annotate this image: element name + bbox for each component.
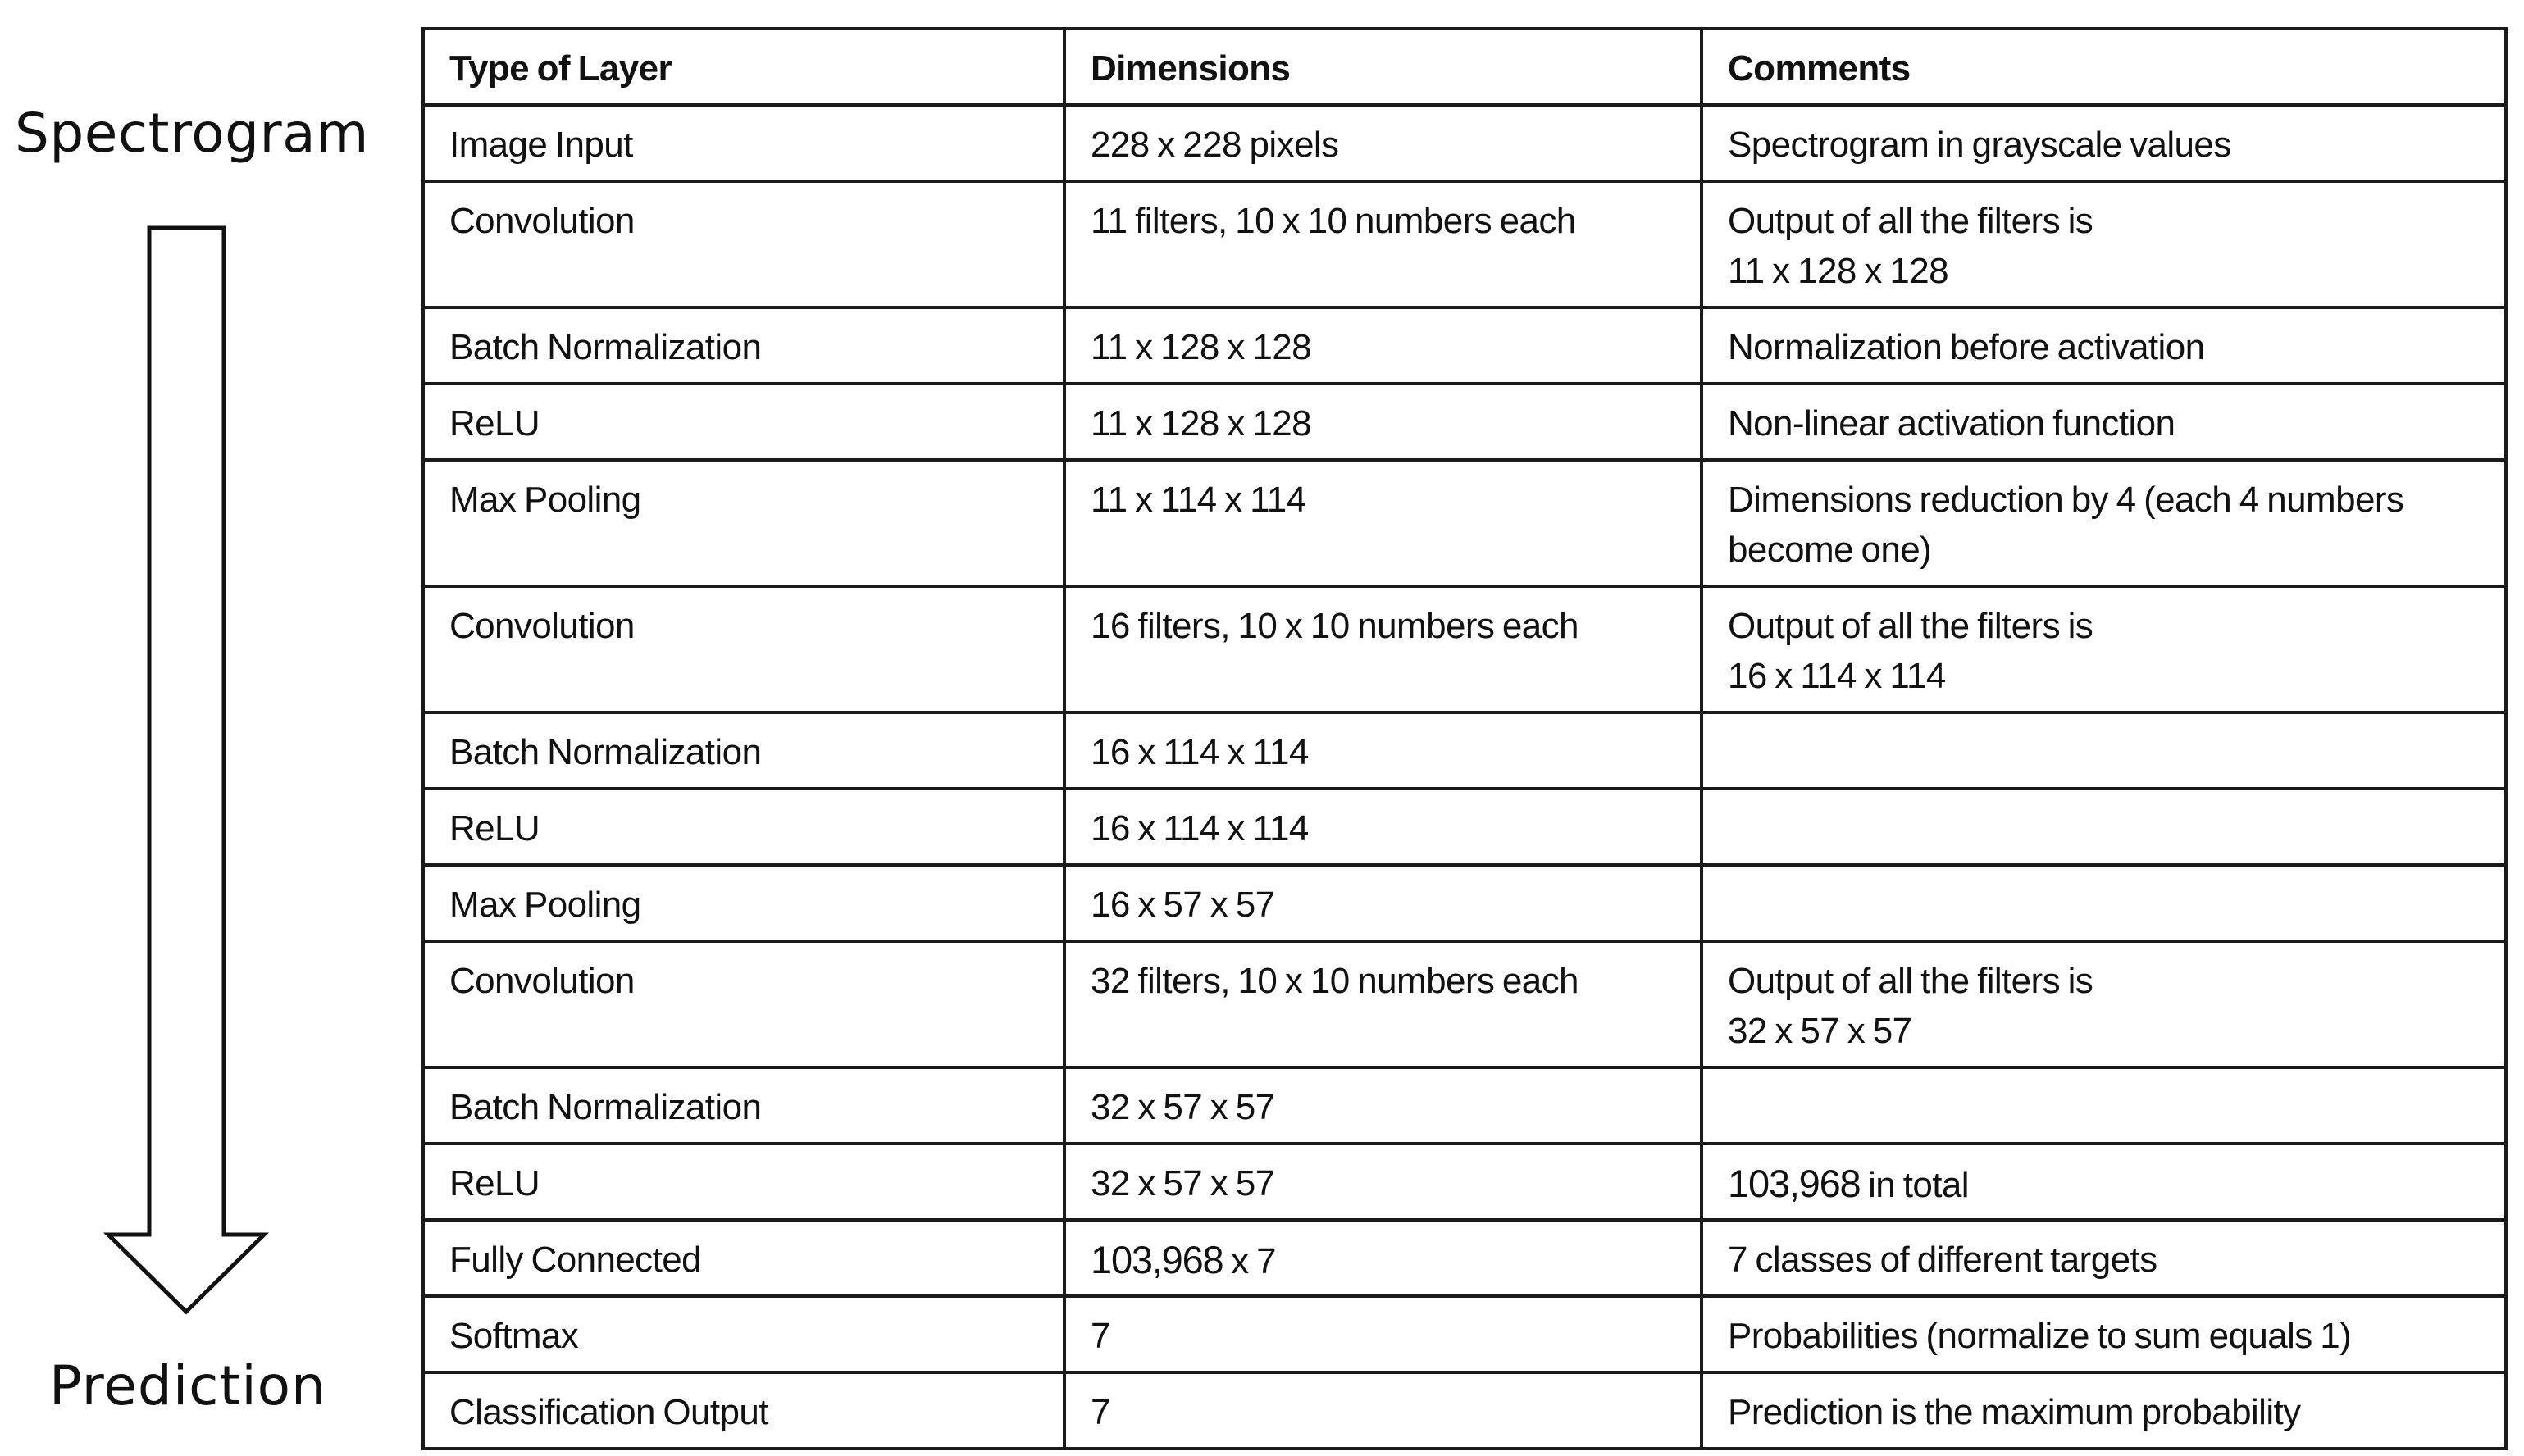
comment-line: become one) (1728, 530, 1932, 570)
comments-cell (1702, 712, 2506, 789)
table-row (423, 181, 2506, 307)
comments-cell (1702, 586, 2506, 712)
header-dimensions: Dimensions (1064, 29, 1702, 105)
dimensions-cell: 7 (1064, 1296, 1702, 1372)
comments-cell (1702, 384, 2506, 460)
comments-cell (1702, 1144, 2506, 1220)
comment-line: Spectrogram in grayscale values (1728, 125, 2231, 165)
table-row (423, 865, 2506, 941)
comments-cell (1702, 1296, 2506, 1372)
comment-line: Prediction is the maximum probability (1728, 1392, 2301, 1432)
layer-cell: Fully Connected (423, 1220, 1064, 1296)
table-row (423, 1372, 2506, 1449)
table-row (423, 1220, 2506, 1296)
comment-line: Normalization before activation (1728, 327, 2205, 367)
layer-cell: Convolution (423, 181, 1064, 307)
layer-cell: Batch Normalization (423, 712, 1064, 789)
comments-cell (1702, 941, 2506, 1067)
flow-start-label: Spectrogram (15, 102, 369, 165)
comments-cell (1702, 181, 2506, 307)
layer-cell: Image Input (423, 105, 1064, 181)
layer-cell: Max Pooling (423, 460, 1064, 586)
table-row (423, 941, 2506, 1067)
comment-suffix: in total (1860, 1165, 1969, 1205)
flow-end-label: Prediction (49, 1354, 326, 1417)
dimensions-suffix: x 7 (1223, 1241, 1277, 1281)
comment-line: Dimensions reduction by 4 (each 4 numbers (1728, 480, 2404, 520)
dimensions-cell: 11 x 128 x 128 (1064, 384, 1702, 460)
comment-line: 11 x 128 x 128 (1728, 251, 1948, 291)
table-header-row (423, 29, 2506, 105)
table-row (423, 1067, 2506, 1144)
dimensions-cell: 16 x 114 x 114 (1064, 789, 1702, 865)
table-row (423, 712, 2506, 789)
comments-cell (1702, 1372, 2506, 1449)
down-arrow-icon (98, 221, 279, 1324)
layer-cell: Convolution (423, 586, 1064, 712)
layer-cell: ReLU (423, 789, 1064, 865)
dimensions-cell: 16 x 57 x 57 (1064, 865, 1702, 941)
layer-cell: Softmax (423, 1296, 1064, 1372)
comment-line: Output of all the filters is (1728, 606, 2093, 646)
dimensions-cell (1064, 1220, 1702, 1296)
comment-line: 32 x 57 x 57 (1728, 1011, 1912, 1051)
dimensions-cell: 16 x 114 x 114 (1064, 712, 1702, 789)
header-comments: Comments (1702, 29, 2506, 105)
comment-line: Probabilities (normalize to sum equals 1) (1728, 1316, 2352, 1356)
comment-line: Output of all the filters is (1728, 201, 2093, 241)
dimensions-cell: 32 x 57 x 57 (1064, 1144, 1702, 1220)
layer-cell: ReLU (423, 384, 1064, 460)
table-row (423, 307, 2506, 384)
table-row (423, 105, 2506, 181)
comments-cell (1702, 307, 2506, 384)
dimensions-cell: 16 filters, 10 x 10 numbers each (1064, 586, 1702, 712)
comment-line: 7 classes of different targets (1728, 1240, 2157, 1280)
dimensions-cell: 32 x 57 x 57 (1064, 1067, 1702, 1144)
input-count-value: 103,968 (1091, 1238, 1223, 1281)
dimensions-cell: 32 filters, 10 x 10 numbers each (1064, 941, 1702, 1067)
comments-cell (1702, 1220, 2506, 1296)
comments-cell (1702, 1067, 2506, 1144)
layer-cell: Batch Normalization (423, 307, 1064, 384)
layer-cell: Classification Output (423, 1372, 1064, 1449)
table-row (423, 586, 2506, 712)
comments-cell (1702, 105, 2506, 181)
cnn-layers-table (421, 27, 2508, 1450)
layer-cell: Convolution (423, 941, 1064, 1067)
table-row (423, 1296, 2506, 1372)
table-row (423, 384, 2506, 460)
table-row (423, 789, 2506, 865)
dimensions-cell: 11 x 114 x 114 (1064, 460, 1702, 586)
comment-line: Non-linear activation function (1728, 403, 2175, 444)
layer-cell: Batch Normalization (423, 1067, 1064, 1144)
dimensions-cell: 7 (1064, 1372, 1702, 1449)
comments-cell (1702, 460, 2506, 586)
layer-cell: ReLU (423, 1144, 1064, 1220)
layer-cell: Max Pooling (423, 865, 1064, 941)
comments-cell (1702, 865, 2506, 941)
comment-line: Output of all the filters is (1728, 961, 2093, 1001)
comment-line: 16 x 114 x 114 (1728, 656, 1946, 696)
table-row (423, 460, 2506, 586)
total-count-value: 103,968 (1728, 1162, 1861, 1205)
dimensions-cell: 11 filters, 10 x 10 numbers each (1064, 181, 1702, 307)
header-type-of-layer: Type of Layer (423, 29, 1064, 105)
dimensions-cell: 228 x 228 pixels (1064, 105, 1702, 181)
table-row (423, 1144, 2506, 1220)
dimensions-cell: 11 x 128 x 128 (1064, 307, 1702, 384)
comments-cell (1702, 789, 2506, 865)
